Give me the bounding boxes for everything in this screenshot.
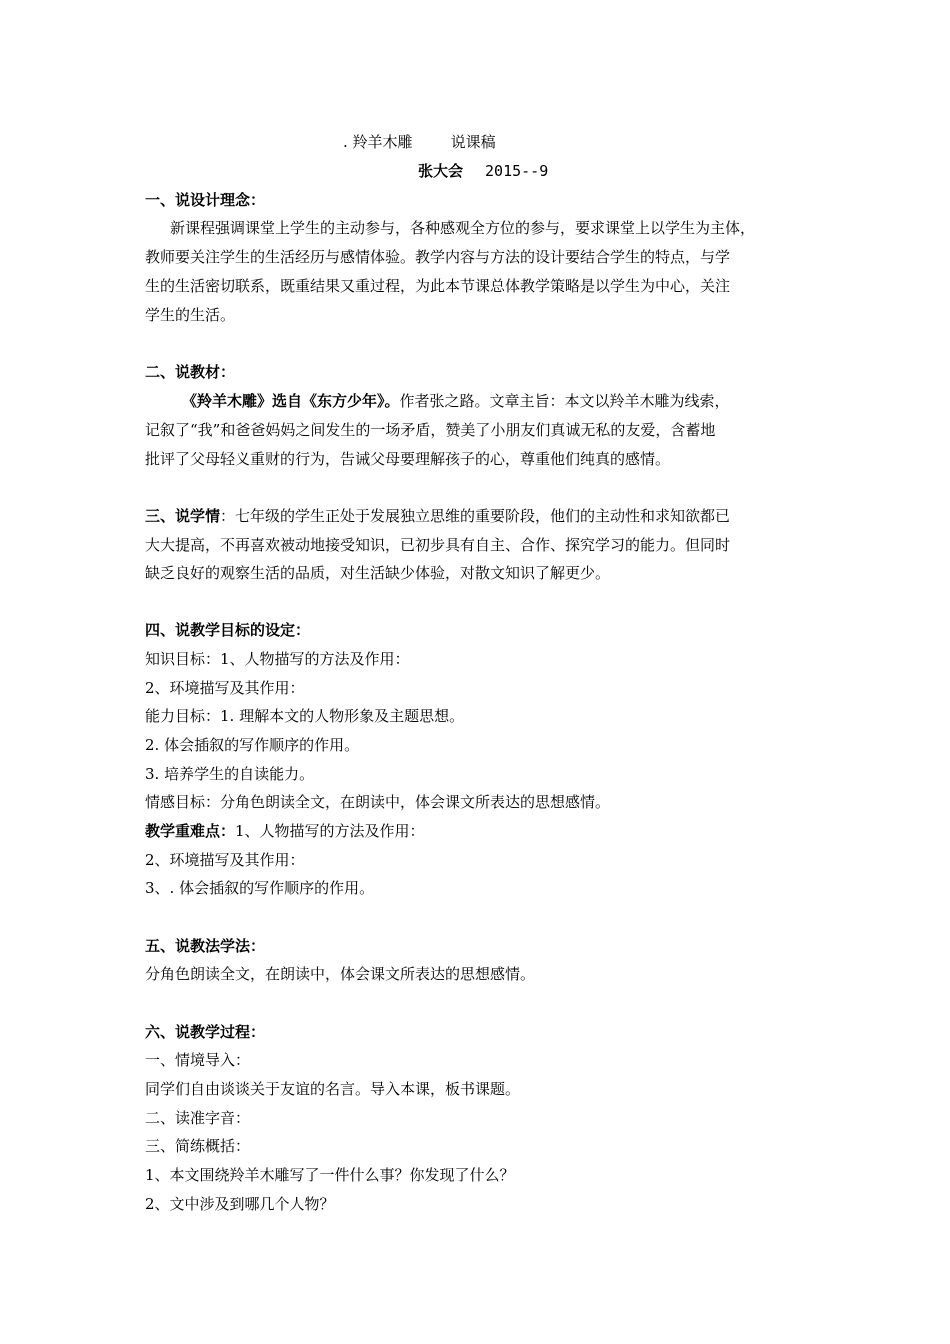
key-points-label: 教学重难点： (145, 822, 236, 840)
paragraph-line: 学生的生活。 (145, 306, 236, 324)
document-title: . 羚羊木雕 说课稿 (343, 133, 496, 151)
paragraph-line: 大大提高，不再喜欢被动地接受知识，已初步具有自主、合作、探究学习的能力。但同时 (145, 536, 731, 554)
students-text: ：七年级的学生正处于发展独立思维的重要阶段，他们的主动性和求知欲都已 (220, 507, 731, 525)
section-heading-design-concept: 一、说设计理念： (145, 191, 266, 209)
key-points-text: 1、人物描写的方法及作用： (235, 822, 425, 840)
objective-line: 2. 体会插叙的写作顺序的作用。 (145, 736, 360, 754)
author-name: 张大会 (418, 162, 464, 180)
section-heading-methods: 五、说教法学法： (145, 937, 266, 955)
process-line: 同学们自由谈谈关于友谊的名言。导入本课，板书课题。 (145, 1080, 521, 1098)
section-heading-objectives: 四、说教学目标的设定： (145, 621, 311, 639)
key-points-line (145, 821, 425, 841)
paragraph-line: 新课程强调课堂上学生的主动参与，各种感观全方位的参与，要求课堂上以学生为主体， (170, 219, 756, 237)
paragraph-line: 批评了父母轻义重财的行为，告诫父母要理解孩子的心，尊重他们纯真的感情。 (145, 450, 671, 468)
objective-line: 3. 培养学生的自读能力。 (145, 765, 315, 783)
section-heading-students: 三、说学情 (145, 507, 221, 525)
process-line: 1、本文围绕羚羊木雕写了一件什么事？你发现了什么？ (145, 1166, 515, 1184)
process-line: 三、简练概括： (145, 1137, 251, 1155)
section-heading-process: 六、说教学过程： (145, 1023, 266, 1041)
paragraph-line: 教师要关注学生的生活经历与感情体验。教学内容与方法的设计要结合学生的特点，与学 (145, 248, 731, 266)
process-line: 一、情境导入： (145, 1051, 251, 1069)
author-line (418, 161, 548, 181)
paragraph-line: 生的生活密切联系，既重结果又重过程，为此本节课总体教学策略是以学生为中心，关注 (145, 277, 731, 295)
objective-line: 2、环境描写及其作用： (145, 679, 305, 697)
document-date: 2015--9 (485, 162, 549, 180)
process-line: 二、读准字音： (145, 1109, 251, 1127)
paragraph-line (145, 506, 730, 526)
paragraph-line: 记叙了“我”和爸爸妈妈之间发生的一场矛盾，赞美了小朋友们真诚无私的友爱，含蓄地 (145, 421, 716, 439)
paragraph-line: 缺乏良好的观察生活的品质，对生活缺少体验，对散文知识了解更少。 (145, 564, 611, 582)
objective-line: 能力目标：1. 理解本文的人物形象及主题思想。 (145, 707, 465, 725)
paragraph-line: 分角色朗读全文，在朗读中，体会课文所表达的思想感情。 (145, 965, 536, 983)
key-points-line: 3、. 体会插叙的写作顺序的作用。 (145, 879, 375, 897)
process-line: 2、文中涉及到哪几个人物？ (145, 1195, 335, 1213)
objective-line: 情感目标：分角色朗读全文，在朗读中，体会课文所表达的思想感情。 (145, 793, 611, 811)
textbook-source: 《羚羊木雕》选自《东方少年》。 (182, 392, 400, 410)
paragraph-line (182, 391, 730, 411)
textbook-summary: 作者张之路。文章主旨：本文以羚羊木雕为线索， (399, 392, 730, 410)
objective-line: 知识目标：1、人物描写的方法及作用： (145, 650, 410, 668)
section-heading-textbook: 二、说教材： (145, 363, 236, 381)
key-points-line: 2、环境描写及其作用： (145, 851, 305, 869)
